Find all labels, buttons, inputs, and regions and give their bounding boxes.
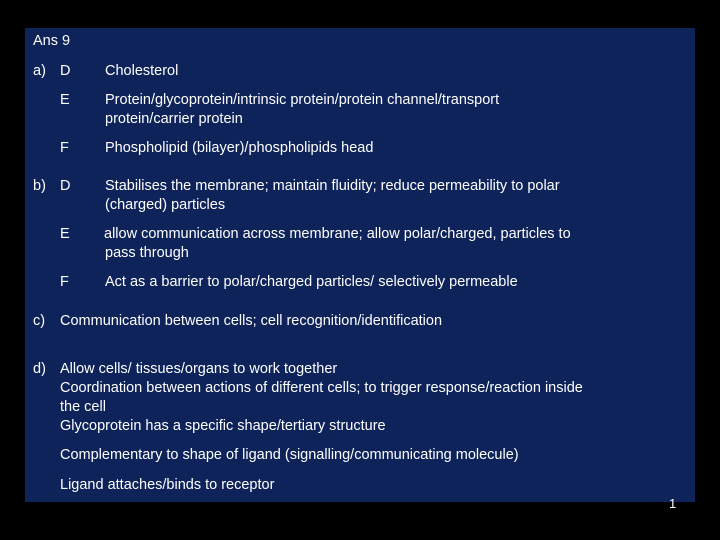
part-a-e-line-2: protein/carrier protein	[105, 111, 243, 127]
part-a-d-key: D	[60, 63, 71, 79]
part-a-f-key: F	[60, 140, 69, 156]
part-c-label: c)	[33, 313, 46, 329]
part-d-line-3: the cell	[60, 399, 106, 415]
part-b-f-line-1: Act as a barrier to polar/charged particles/ selectively permeable	[105, 274, 518, 290]
part-b-d-line-1: Stabilises the membrane; maintain fluidity; reduce permeability to polar	[105, 178, 560, 194]
part-d-line-2: Coordination between actions of different cells; to trigger response/reaction inside	[60, 380, 583, 396]
slide-panel	[25, 28, 695, 502]
part-a-f-line-1: Phospholipid (bilayer)/phospholipids head	[105, 140, 374, 156]
part-b-d-line-2: (charged) particles	[105, 197, 226, 213]
part-d-line-1: Allow cells/ tissues/organs to work together	[60, 361, 338, 377]
part-b-d-key: D	[60, 178, 71, 194]
part-a-e-key: E	[60, 92, 70, 108]
part-b-label: b)	[33, 178, 46, 194]
part-d-label: d)	[33, 361, 46, 377]
part-a-d-line-1: Cholesterol	[105, 63, 179, 79]
slide-title: Ans 9	[33, 33, 71, 49]
part-b-e-line-1: allow communication across membrane; allow polar/charged, particles to	[104, 226, 571, 242]
part-a-e-line-1: Protein/glycoprotein/intrinsic protein/protein channel/transport	[105, 92, 500, 108]
part-d-line-5: Complementary to shape of ligand (signalling/communicating molecule)	[60, 447, 519, 463]
part-a-label: a)	[33, 63, 46, 79]
part-d-line-4: Glycoprotein has a specific shape/tertiary structure	[60, 418, 386, 434]
part-d-line-6: Ligand attaches/binds to receptor	[60, 477, 275, 493]
part-c-line-1: Communication between cells; cell recognition/identification	[60, 313, 443, 329]
page-number: 1	[669, 496, 677, 511]
part-b-f-key: F	[60, 274, 69, 290]
part-b-e-line-2: pass through	[105, 245, 189, 261]
part-b-e-key: E	[60, 226, 70, 242]
